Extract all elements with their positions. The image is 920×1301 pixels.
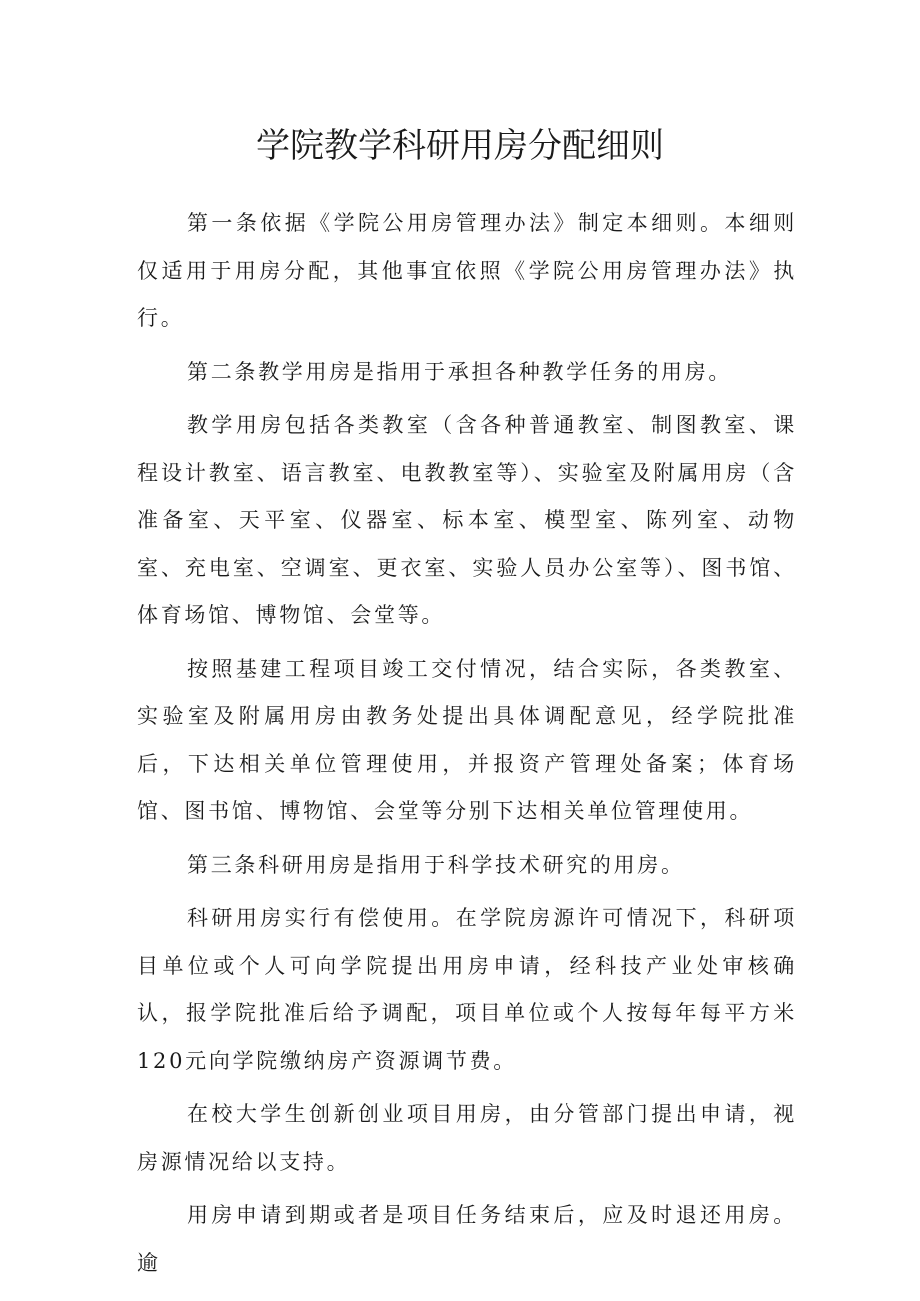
document-title: 学院教学科研用房分配细则	[256, 126, 664, 166]
paragraph-research-rooms-paid-use: 科研用房实行有偿使用。在学院房源许可情况下，科研项目单位或个人可向学院提出用房申请，经科技产业处审核确认，报学院批准后给予调配，项目单位或个人按每年每平方米120元向学院缴纳房产资源调节费。	[137, 906, 797, 1073]
paragraph-article-2: 第二条教学用房是指用于承担各种教学任务的用房。	[187, 359, 733, 384]
document-body	[137, 200, 797, 1293]
paragraph-room-return: 用房申请到期或者是项目任务结束后，应及时退还用房。逾	[137, 1203, 797, 1275]
paragraph-teaching-rooms-allocation: 按照基建工程项目竣工交付情况，结合实际，各类教室、实验室及附属用房由教务处提出具体调配意见，经学院批准后，下达相关单位管理使用，并报资产管理处备案；体育场馆、图书馆、博物馆、会堂等分别下达相关单位管理使用。	[137, 656, 797, 823]
paragraph-student-innovation-rooms: 在校大学生创新创业项目用房，由分管部门提出申请，视房源情况给以支持。	[137, 1102, 797, 1174]
paragraph-article-1: 第一条依据《学院公用房管理办法》制定本细则。本细则仅适用于用房分配，其他事宜依照《学院公用房管理办法》执行。	[137, 211, 797, 330]
paragraph-teaching-rooms-list: 教学用房包括各类教室（含各种普通教室、制图教室、课程设计教室、语言教室、电教教室等）、实验室及附属用房（含准备室、天平室、仪器室、标本室、模型室、陈列室、动物室、充电室、空调室、更衣室、实验人员办公室等）、图书馆、体育场馆、博物馆、会堂等。	[137, 413, 797, 627]
paragraph-article-3: 第三条科研用房是指用于科学技术研究的用房。	[187, 852, 685, 877]
